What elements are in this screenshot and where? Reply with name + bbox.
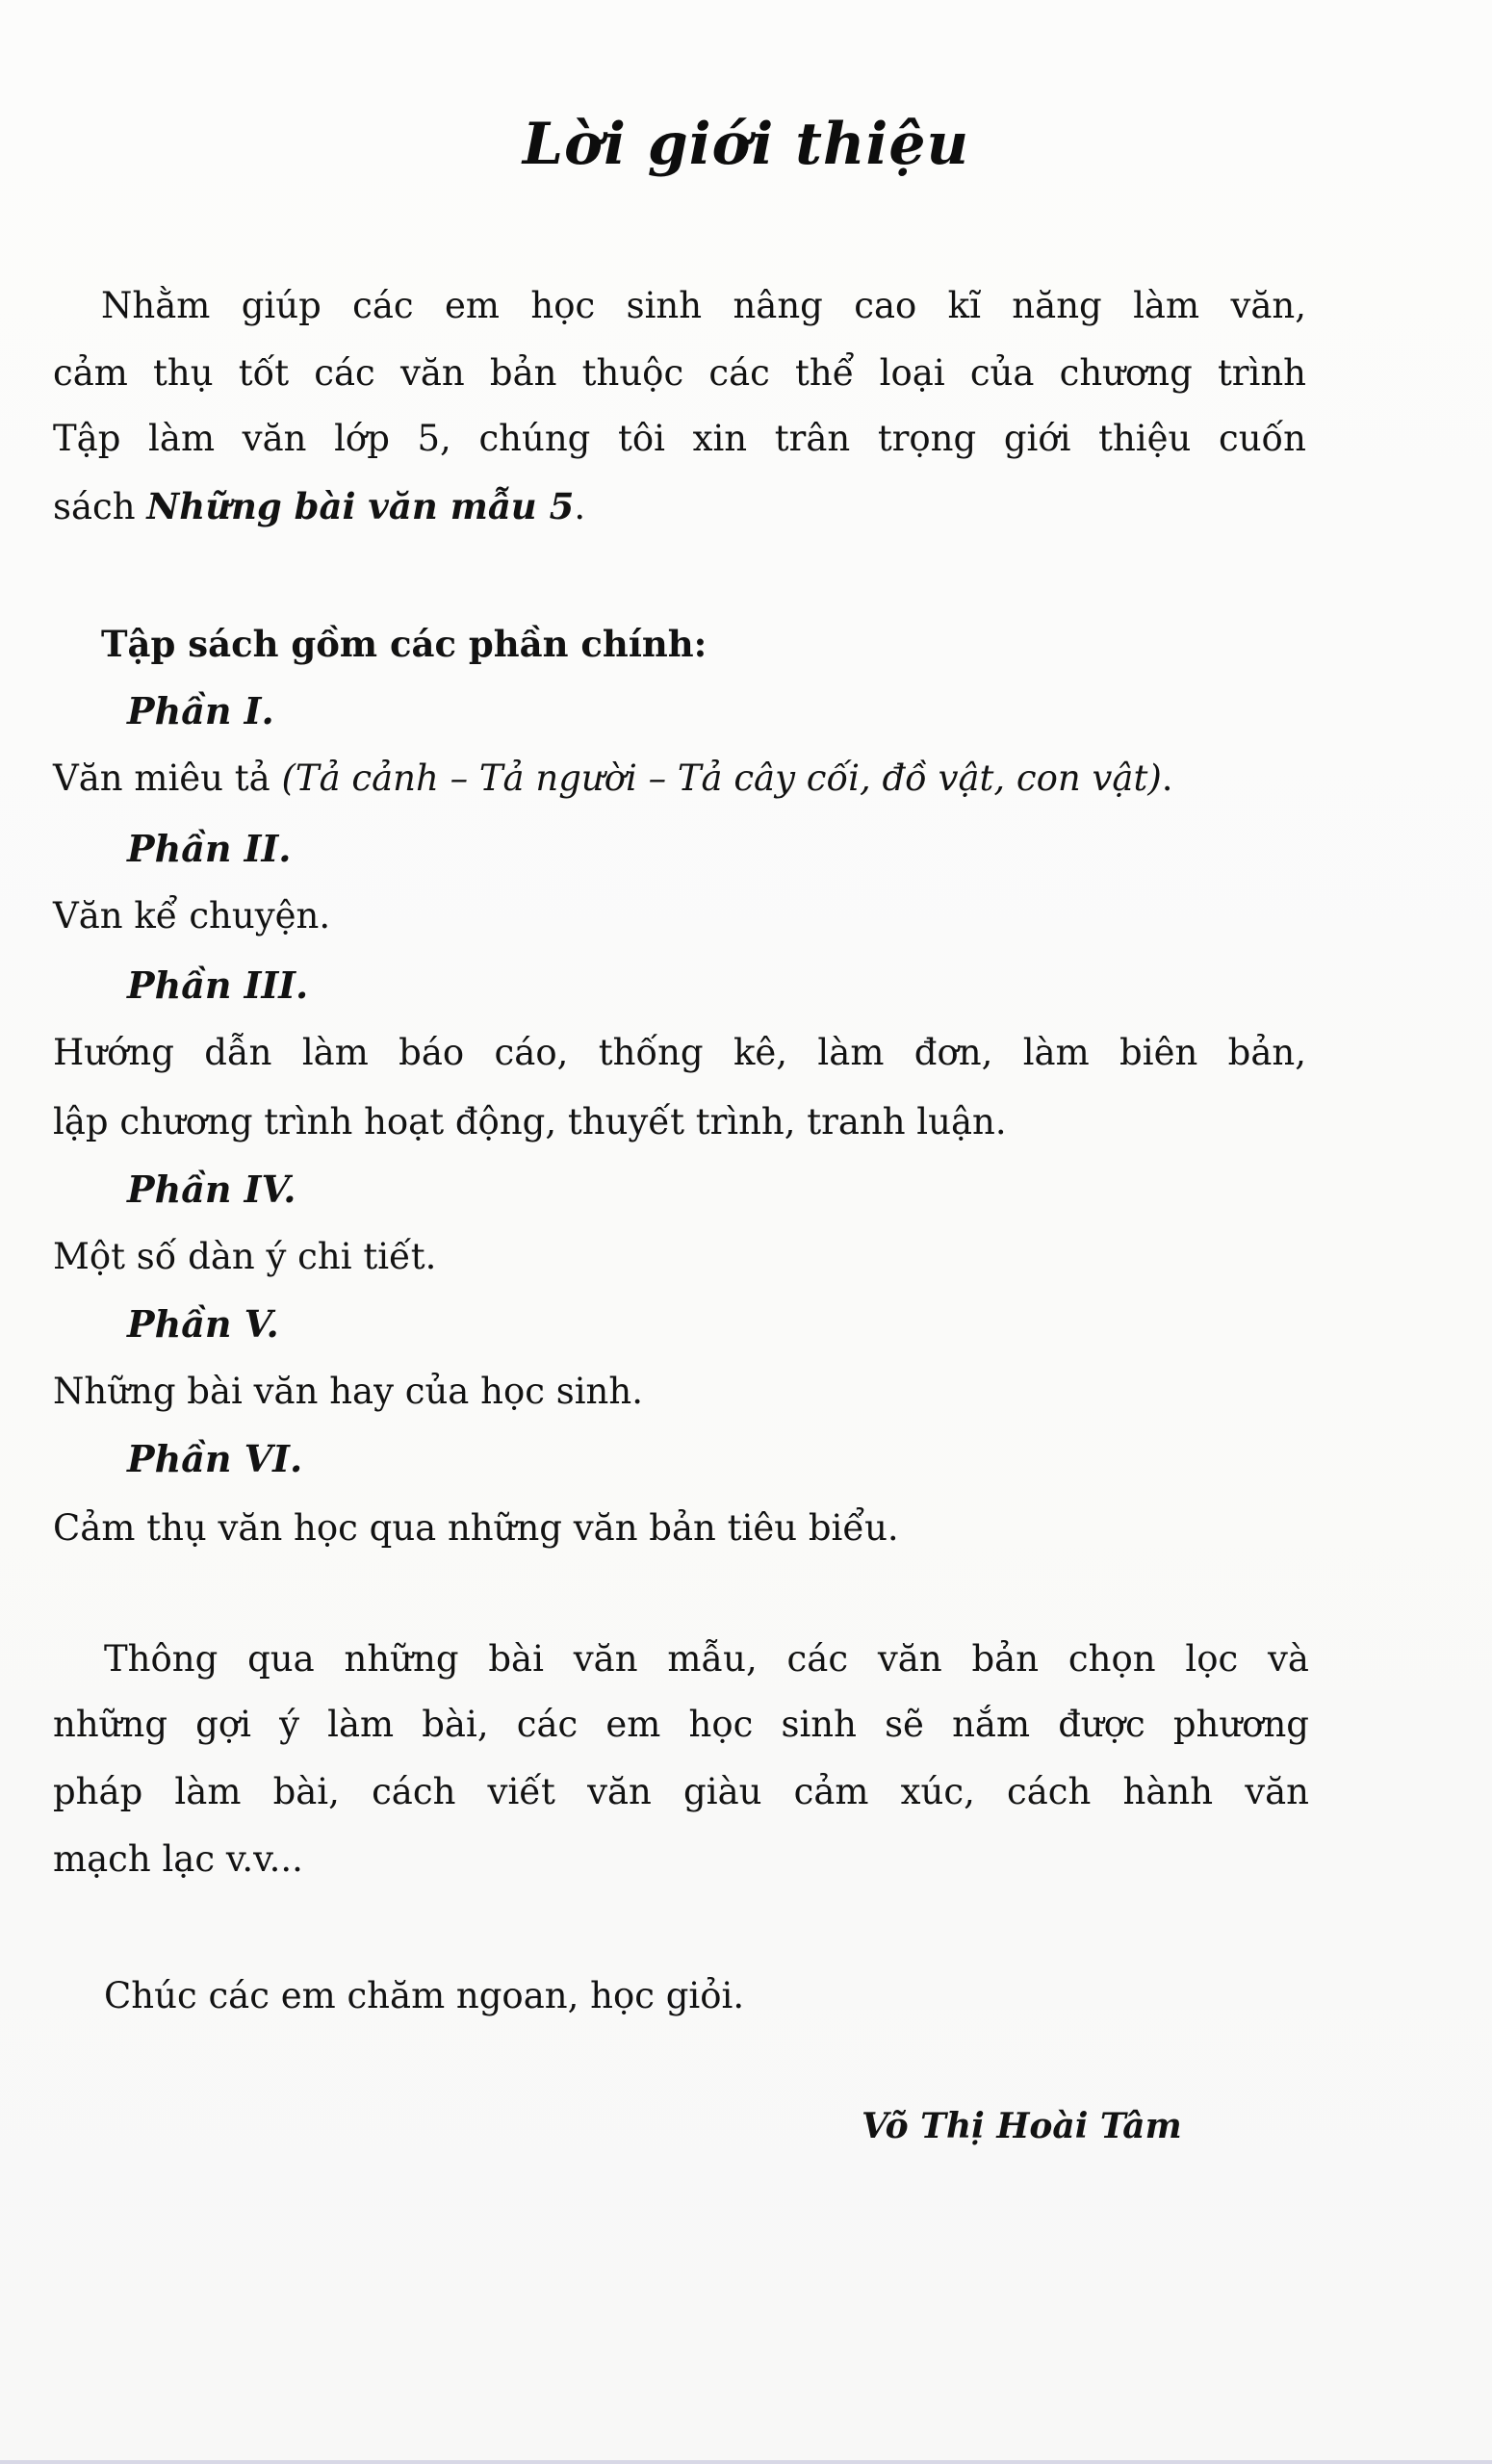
part-1-description — [53, 756, 1173, 802]
part-6-label: Phần VI. — [127, 1437, 303, 1480]
intro-line-3: Tập làm văn lớp 5, chúng tôi xin trân trọng giới thiệu cuốn — [53, 418, 1306, 459]
page-bottom-edge — [0, 2460, 1492, 2464]
part-1-label: Phần I. — [127, 689, 274, 732]
part-1-desc-italic: (Tả cảnh – Tả người – Tả cây cối, đồ vật, con vật) — [281, 757, 1162, 799]
intro-line-2: cảm thụ tốt các văn bản thuộc các thể loại của chương trình — [53, 352, 1306, 394]
part-2-description: Văn kể chuyện. — [53, 895, 331, 937]
part-5-description: Những bài văn hay của học sinh. — [53, 1371, 643, 1412]
intro-last-prefix: sách — [53, 486, 147, 527]
part-3-label: Phần III. — [127, 963, 309, 1007]
part-3-description-line-1: Hướng dẫn làm báo cáo, thống kê, làm đơn, làm biên bản, — [53, 1032, 1306, 1073]
page-title: Lời giới thiệu — [522, 111, 970, 178]
intro-line-1: Nhằm giúp các em học sinh nâng cao kĩ năng làm văn, — [101, 285, 1306, 326]
part-4-label: Phần IV. — [127, 1168, 296, 1211]
part-3-description-line-2: lập chương trình hoạt động, thuyết trình, tranh luận. — [53, 1101, 1007, 1142]
author-signature: Võ Thị Hoài Tâm — [862, 2106, 1182, 2146]
book-title: Những bài văn mẫu 5 — [146, 485, 575, 527]
intro-last-suffix: . — [574, 486, 586, 527]
part-4-description: Một số dàn ý chi tiết. — [53, 1236, 437, 1277]
sections-heading: Tập sách gồm các phần chính: — [101, 623, 707, 665]
part-1-desc-prefix: Văn miêu tả — [53, 757, 282, 799]
closing-wish: Chúc các em chăm ngoan, học giỏi. — [104, 1975, 745, 2016]
part-1-desc-suffix: . — [1161, 757, 1173, 799]
closing-line-4: mạch lạc v.v... — [53, 1838, 303, 1880]
closing-line-3: pháp làm bài, cách viết văn giàu cảm xúc, cách hành văn — [53, 1771, 1309, 1812]
part-5-label: Phần V. — [127, 1302, 279, 1346]
intro-line-4 — [53, 483, 585, 530]
part-6-description: Cảm thụ văn học qua những văn bản tiêu biểu. — [53, 1507, 899, 1549]
closing-line-1: Thông qua những bài văn mẫu, các văn bản chọn lọc và — [104, 1638, 1309, 1680]
part-2-label: Phần II. — [127, 827, 292, 870]
closing-line-2: những gợi ý làm bài, các em học sinh sẽ nắm được phương — [53, 1704, 1309, 1745]
